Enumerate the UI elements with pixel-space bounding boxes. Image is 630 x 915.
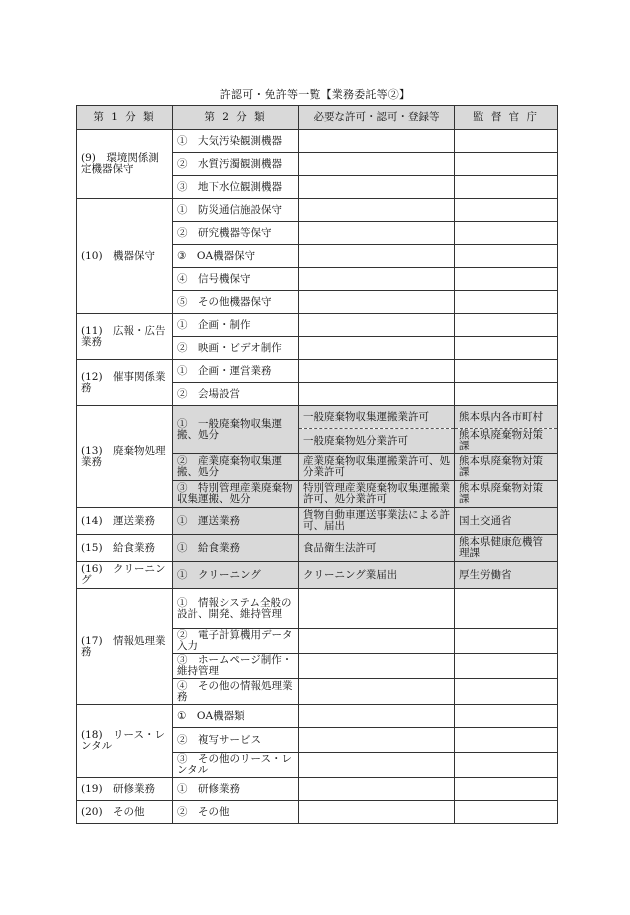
- item-17-4: ④ その他の情報処理業務: [173, 679, 299, 705]
- category-9: (9) 環境関係測定機器保守: [77, 130, 173, 199]
- item-13-2: ② 産業廃棄物収集運搬、処分: [173, 454, 299, 481]
- license-cell: [299, 679, 455, 705]
- category-11: (11) 広報・広告業務: [77, 314, 173, 360]
- license-cell: [299, 130, 455, 153]
- item-14-1: ① 運送業務: [173, 508, 299, 535]
- category-14: (14) 運送業務: [77, 508, 173, 535]
- authority-cell: [455, 801, 558, 824]
- license-cell: [299, 314, 455, 337]
- license-cell: [299, 654, 455, 679]
- item-11-2: ② 映画・ビデオ制作: [173, 337, 299, 360]
- item-10-1: ① 防災通信施設保守: [173, 199, 299, 222]
- category-20: (20) その他: [77, 801, 173, 824]
- table-row: [77, 705, 558, 728]
- category-10: (10) 機器保守: [77, 199, 173, 314]
- license-cell: [299, 728, 455, 753]
- category-17: (17) 情報処理業務: [77, 589, 173, 705]
- item-16-1: ① クリーニング: [173, 562, 299, 589]
- table-row: [77, 508, 558, 535]
- authority-cell: [455, 778, 558, 801]
- item-18-3: ③ その他のリース・レンタル: [173, 753, 299, 778]
- table-row: [77, 535, 558, 562]
- license-13-1b: 一般廃棄物処分業許可: [299, 429, 455, 454]
- authority-16-1: 厚生労働省: [455, 562, 558, 589]
- authority-cell: [455, 199, 558, 222]
- item-17-3: ③ ホームページ制作・維持管理: [173, 654, 299, 679]
- item-9-1: ① 大気汚染観測機器: [173, 130, 299, 153]
- license-cell: [299, 801, 455, 824]
- table-row: [77, 801, 558, 824]
- license-16-1: クリーニング業届出: [299, 562, 455, 589]
- license-cell: [299, 383, 455, 406]
- item-17-2: ② 電子計算機用データ入力: [173, 629, 299, 654]
- item-10-2: ② 研究機器等保守: [173, 222, 299, 245]
- table-row: [77, 199, 558, 222]
- table-row: [77, 406, 558, 429]
- item-10-4: ④ 信号機保守: [173, 268, 299, 291]
- license-cell: [299, 245, 455, 268]
- table-row: [77, 778, 558, 801]
- authority-cell: [455, 728, 558, 753]
- authority-cell: [455, 268, 558, 291]
- category-12: (12) 催事関係業務: [77, 360, 173, 406]
- authority-13-1b: 熊本県廃棄物対策課: [455, 429, 558, 454]
- license-13-1a: 一般廃棄物収集運搬業許可: [299, 406, 455, 429]
- authority-cell: [455, 337, 558, 360]
- table-row: [77, 589, 558, 629]
- item-20-1: ② その他: [173, 801, 299, 824]
- authority-13-1a: 熊本県内各市町村: [455, 406, 558, 429]
- license-15-1: 食品衛生法許可: [299, 535, 455, 562]
- header-license: 必要な許可・認可・登録等: [299, 106, 455, 130]
- category-16: (16) クリーニング: [77, 562, 173, 589]
- authority-cell: [455, 360, 558, 383]
- license-cell: [299, 268, 455, 291]
- license-cell: [299, 176, 455, 199]
- authority-cell: [455, 705, 558, 728]
- category-15: (15) 給食業務: [77, 535, 173, 562]
- license-cell: [299, 291, 455, 314]
- item-11-1: ① 企画・制作: [173, 314, 299, 337]
- license-cell: [299, 199, 455, 222]
- authority-cell: [455, 222, 558, 245]
- authority-13-3: 熊本県廃棄物対策課: [455, 481, 558, 508]
- license-cell: [299, 753, 455, 778]
- permit-table: [76, 105, 558, 824]
- authority-15-1: 熊本県健康危機管理課: [455, 535, 558, 562]
- authority-cell: [455, 153, 558, 176]
- license-14-1: 貨物自動車運送事業法による許可、届出: [299, 508, 455, 535]
- header-row: [77, 106, 558, 130]
- table-row: [77, 562, 558, 589]
- item-9-3: ③ 地下水位観測機器: [173, 176, 299, 199]
- authority-cell: [455, 383, 558, 406]
- item-18-2: ② 複写サービス: [173, 728, 299, 753]
- table-row: [77, 314, 558, 337]
- authority-cell: [455, 245, 558, 268]
- authority-cell: [455, 654, 558, 679]
- header-authority: 監 督 官 庁: [455, 106, 558, 130]
- authority-cell: [455, 291, 558, 314]
- item-10-3: ③ OA機器保守: [173, 245, 299, 268]
- authority-cell: [455, 176, 558, 199]
- authority-cell: [455, 679, 558, 705]
- table-row: [77, 130, 558, 153]
- table-row: [77, 360, 558, 383]
- authority-cell: [455, 753, 558, 778]
- license-cell: [299, 222, 455, 245]
- authority-14-1: 国土交通省: [455, 508, 558, 535]
- category-13: (13) 廃棄物処理業務: [77, 406, 173, 508]
- item-12-2: ② 会場設営: [173, 383, 299, 406]
- item-19-1: ① 研修業務: [173, 778, 299, 801]
- header-category-1: 第 1 分 類: [77, 106, 173, 130]
- item-10-5: ⑤ その他機器保守: [173, 291, 299, 314]
- item-9-2: ② 水質汚濁観測機器: [173, 153, 299, 176]
- license-cell: [299, 778, 455, 801]
- license-13-2: 産業廃棄物収集運搬業許可、処分業許可: [299, 454, 455, 481]
- authority-13-2: 熊本県廃棄物対策課: [455, 454, 558, 481]
- category-19: (19) 研修業務: [77, 778, 173, 801]
- item-12-1: ① 企画・運営業務: [173, 360, 299, 383]
- header-category-2: 第 2 分 類: [173, 106, 299, 130]
- license-cell: [299, 589, 455, 629]
- category-18: (18) リース・レンタル: [77, 705, 173, 778]
- license-cell: [299, 705, 455, 728]
- item-13-1: ① 一般廃棄物収集運搬、処分: [173, 406, 299, 454]
- item-15-1: ① 給食業務: [173, 535, 299, 562]
- authority-cell: [455, 589, 558, 629]
- authority-cell: [455, 130, 558, 153]
- item-18-1: ① OA機器類: [173, 705, 299, 728]
- authority-cell: [455, 629, 558, 654]
- page-title: 許認可・免許等一覧【業務委託等②】: [219, 88, 411, 101]
- license-13-3: 特別管理産業廃棄物収集運搬業許可、処分業許可: [299, 481, 455, 508]
- authority-cell: [455, 314, 558, 337]
- license-cell: [299, 337, 455, 360]
- item-17-1: ① 情報システム全般の設計、開発、維持管理: [173, 589, 299, 629]
- item-13-3: ③ 特別管理産業廃棄物収集運搬、処分: [173, 481, 299, 508]
- license-cell: [299, 153, 455, 176]
- license-cell: [299, 629, 455, 654]
- license-cell: [299, 360, 455, 383]
